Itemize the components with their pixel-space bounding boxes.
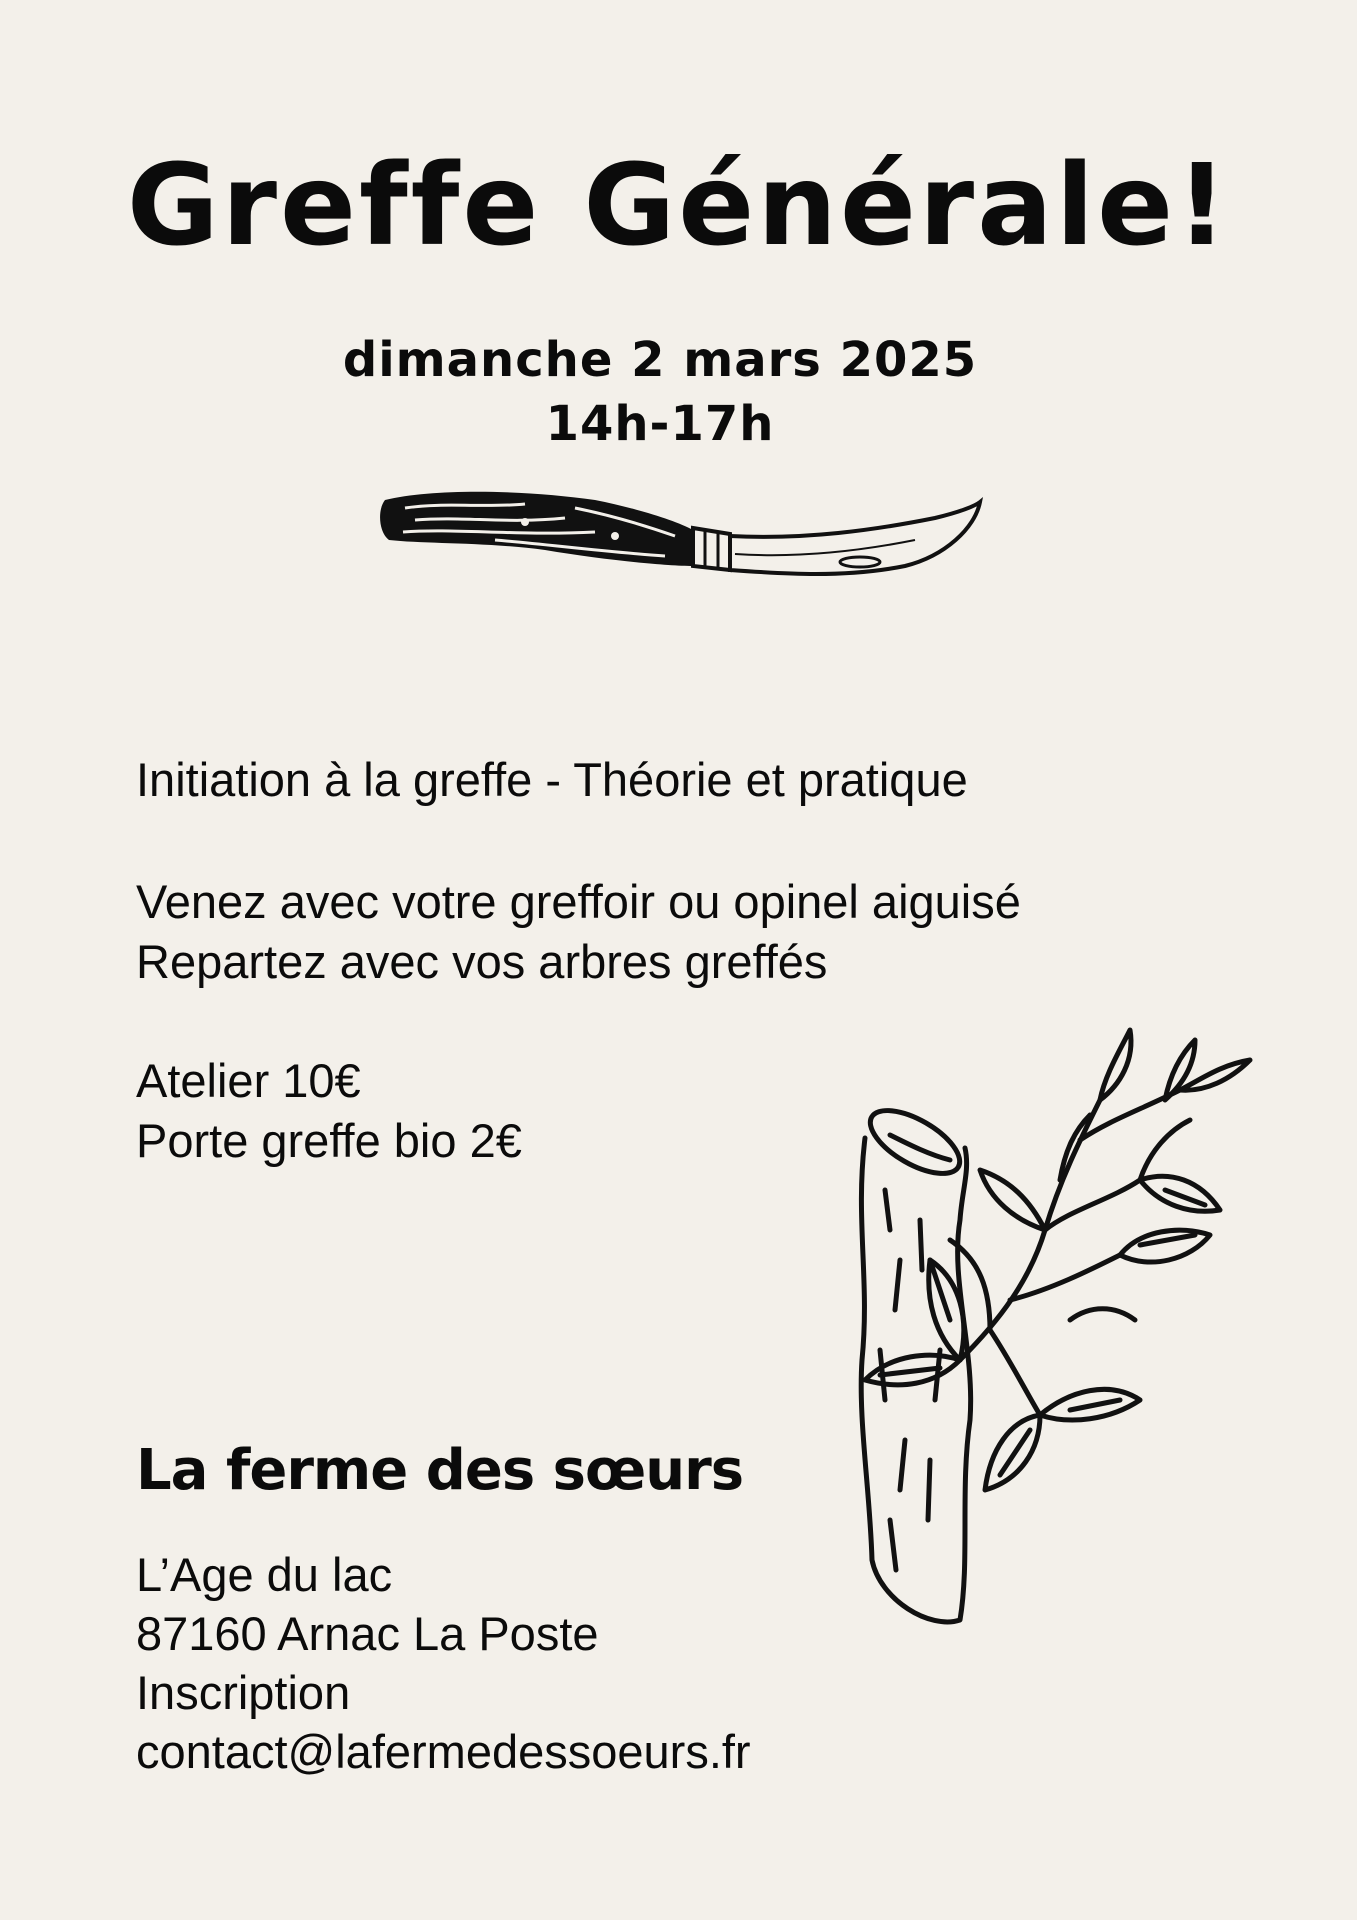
contact-block [136,1545,751,1781]
take-home-line: Repartez avec vos arbres greffés [136,935,828,988]
bring-line: Venez avec votre greffoir ou opinel aiguisé [136,875,1021,928]
event-datetime [0,328,1320,456]
workshop-price: Atelier 10€ [136,1054,361,1107]
grafting-knife-icon [375,478,985,593]
contact-email[interactable]: contact@lafermedessoeurs.fr [136,1725,751,1778]
farm-town: 87160 Arnac La Poste [136,1607,599,1660]
instructions [136,872,1021,992]
intro-line: Initiation à la greffe - Théorie et pratique [136,753,968,806]
farm-name: La ferme des sœurs [136,1438,744,1503]
page-title: Greffe Générale! [126,141,1231,271]
rootstock-price: Porte greffe bio 2€ [136,1114,522,1167]
event-time: 14h-17h [545,396,775,452]
event-date: dimanche 2 mars 2025 [342,332,978,388]
grafted-branch-icon [810,1020,1270,1650]
farm-place: L’Age du lac [136,1548,393,1601]
prices [136,1051,522,1171]
signup-label: Inscription [136,1666,351,1719]
